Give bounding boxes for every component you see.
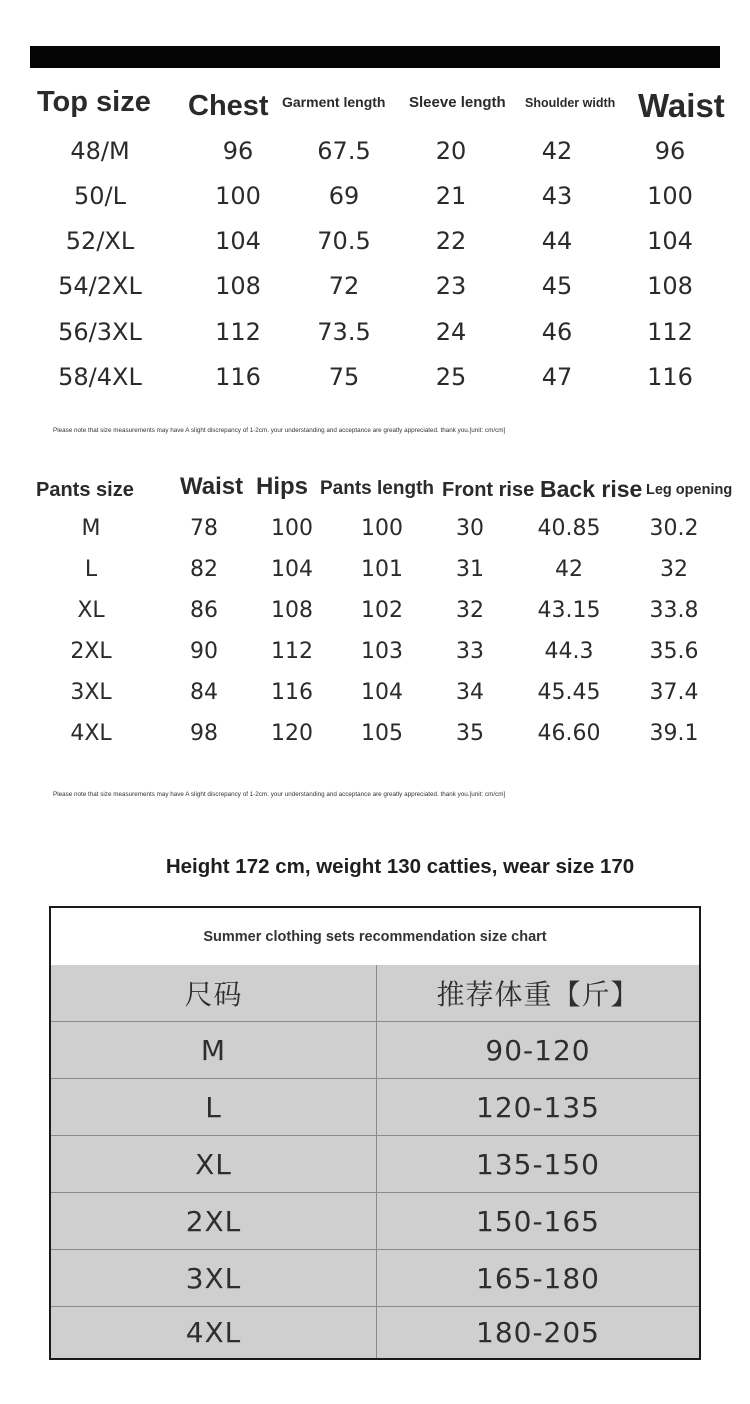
header-size: 尺码 bbox=[51, 965, 377, 1021]
cell-hips: 104 bbox=[271, 557, 313, 582]
cell-waist: 96 bbox=[654, 137, 686, 165]
cell-chest: 108 bbox=[215, 272, 261, 300]
cell-garment-length: 75 bbox=[328, 363, 360, 391]
cell-waist: 100 bbox=[647, 182, 693, 210]
cell-back-rise: 43.15 bbox=[537, 598, 601, 623]
recommendation-title: Summer clothing sets recommendation size chart bbox=[51, 908, 699, 966]
cell-hips: 116 bbox=[271, 680, 313, 705]
cell-size: 52/XL bbox=[65, 227, 135, 255]
table-row bbox=[51, 1193, 699, 1250]
cell-waist: 86 bbox=[190, 598, 218, 623]
cell-front-rise: 34 bbox=[456, 680, 484, 705]
cell-front-rise: 33 bbox=[456, 639, 484, 664]
cell-back-rise: 40.85 bbox=[537, 516, 601, 541]
cell-weight-range: 120-135 bbox=[476, 1090, 600, 1124]
cell-pants-length: 100 bbox=[361, 516, 403, 541]
cell-size: 4XL bbox=[51, 1307, 377, 1358]
cell-size: M bbox=[81, 516, 101, 541]
header-waist: Waist bbox=[638, 87, 725, 124]
cell-shoulder-width: 45 bbox=[541, 272, 573, 300]
cell-leg-opening: 33.8 bbox=[649, 598, 699, 623]
cell-shoulder-width: 43 bbox=[541, 182, 573, 210]
model-caption: Height 172 cm, weight 130 catties, wear size 170 bbox=[165, 855, 635, 878]
table-row bbox=[51, 1079, 699, 1136]
table-header-row bbox=[51, 965, 699, 1022]
cell-leg-opening: 32 bbox=[660, 557, 688, 582]
cell-weight-range: 135-150 bbox=[476, 1147, 600, 1181]
cell-size: 54/2XL bbox=[58, 272, 142, 300]
cell-chest: 104 bbox=[215, 227, 261, 255]
header-garment-length: Garment length bbox=[282, 94, 386, 110]
cell-size: 56/3XL bbox=[58, 318, 142, 346]
cell-size: 2XL bbox=[51, 1193, 377, 1249]
cell-front-rise: 31 bbox=[456, 557, 484, 582]
cell-pants-length: 102 bbox=[361, 598, 403, 623]
header-back-rise: Back rise bbox=[540, 476, 643, 502]
cell-garment-length: 67.5 bbox=[317, 137, 371, 165]
cell-size: XL bbox=[51, 1136, 377, 1192]
cell-back-rise: 42 bbox=[555, 557, 583, 582]
cell-garment-length: 72 bbox=[328, 272, 360, 300]
cell-pants-length: 105 bbox=[361, 721, 403, 746]
cell-size: 3XL bbox=[51, 1250, 377, 1306]
cell-waist: 90 bbox=[190, 639, 218, 664]
cell-leg-opening: 37.4 bbox=[649, 680, 699, 705]
header-leg-opening: Leg opening bbox=[646, 482, 733, 498]
top-table-note: Please note that size measurements may have A slight discrepancy of 1-2cm. your understanding and acceptance are greatly appreciated. thank you.[unit: cm/cm] bbox=[53, 427, 506, 434]
cell-waist: 112 bbox=[647, 318, 693, 346]
cell-weight-range: 165-180 bbox=[476, 1261, 600, 1295]
cell-garment-length: 73.5 bbox=[317, 318, 371, 346]
header-pants-length: Pants length bbox=[320, 478, 435, 499]
cell-front-rise: 30 bbox=[456, 516, 484, 541]
cell-weight-range: 90-120 bbox=[485, 1033, 591, 1067]
cell-shoulder-width: 46 bbox=[541, 318, 573, 346]
cell-pants-length: 104 bbox=[361, 680, 403, 705]
header-waist: Waist bbox=[180, 473, 244, 500]
cell-leg-opening: 39.1 bbox=[649, 721, 699, 746]
cell-chest: 100 bbox=[215, 182, 261, 210]
cell-chest: 96 bbox=[222, 137, 254, 165]
cell-back-rise: 45.45 bbox=[537, 680, 601, 705]
cell-size: XL bbox=[77, 598, 105, 623]
cell-front-rise: 32 bbox=[456, 598, 484, 623]
cell-size: 4XL bbox=[70, 721, 112, 746]
cell-hips: 120 bbox=[271, 721, 313, 746]
cell-hips: 100 bbox=[271, 516, 313, 541]
header-recommended-weight: 推荐体重【斤】 bbox=[436, 978, 640, 1011]
header-front-rise: Front rise bbox=[442, 479, 535, 501]
cell-waist: 84 bbox=[190, 680, 218, 705]
cell-waist: 78 bbox=[190, 516, 218, 541]
cell-size: 58/4XL bbox=[58, 363, 142, 391]
cell-shoulder-width: 47 bbox=[541, 363, 573, 391]
table-row bbox=[51, 1250, 699, 1307]
cell-size: 2XL bbox=[70, 639, 112, 664]
cell-garment-length: 70.5 bbox=[317, 227, 371, 255]
header-top-size: Top size bbox=[37, 86, 151, 118]
cell-size: 50/L bbox=[74, 182, 126, 210]
cell-front-rise: 35 bbox=[456, 721, 484, 746]
cell-sleeve-length: 22 bbox=[435, 227, 467, 255]
cell-sleeve-length: 25 bbox=[435, 363, 467, 391]
header-sleeve-length: Sleeve length bbox=[409, 94, 506, 111]
pants-table-note: Please note that size measurements may have A slight discrepancy of 1-2cm. your understanding and acceptance are greatly appreciated. thank you.[unit: cm/cm] bbox=[53, 791, 506, 798]
cell-garment-length: 69 bbox=[328, 182, 360, 210]
table-row bbox=[51, 1307, 699, 1358]
cell-sleeve-length: 21 bbox=[435, 182, 467, 210]
cell-sleeve-length: 23 bbox=[435, 272, 467, 300]
cell-leg-opening: 35.6 bbox=[649, 639, 699, 664]
cell-hips: 112 bbox=[271, 639, 313, 664]
cell-chest: 116 bbox=[215, 363, 261, 391]
cell-back-rise: 44.3 bbox=[544, 639, 594, 664]
header-chest: Chest bbox=[188, 90, 269, 122]
cell-sleeve-length: 24 bbox=[435, 318, 467, 346]
cell-shoulder-width: 42 bbox=[541, 137, 573, 165]
cell-size: L bbox=[84, 557, 98, 582]
header-hips: Hips bbox=[256, 473, 309, 500]
cell-chest: 112 bbox=[215, 318, 261, 346]
top-black-bar bbox=[30, 46, 720, 68]
recommendation-table bbox=[49, 906, 701, 1360]
table-row bbox=[51, 1136, 699, 1193]
cell-size: 3XL bbox=[70, 680, 112, 705]
table-row bbox=[51, 1022, 699, 1079]
cell-sleeve-length: 20 bbox=[435, 137, 467, 165]
cell-weight-range: 150-165 bbox=[476, 1204, 600, 1238]
cell-weight-range: 180-205 bbox=[476, 1316, 600, 1349]
cell-size: 48/M bbox=[70, 137, 130, 165]
cell-waist: 108 bbox=[647, 272, 693, 300]
cell-back-rise: 46.60 bbox=[537, 721, 601, 746]
cell-waist: 82 bbox=[190, 557, 218, 582]
cell-hips: 108 bbox=[271, 598, 313, 623]
cell-shoulder-width: 44 bbox=[541, 227, 573, 255]
cell-waist: 104 bbox=[647, 227, 693, 255]
header-shoulder-width: Shoulder width bbox=[525, 96, 616, 110]
cell-waist: 116 bbox=[647, 363, 693, 391]
cell-waist: 98 bbox=[190, 721, 218, 746]
header-pants-size: Pants size bbox=[36, 479, 134, 501]
cell-pants-length: 101 bbox=[361, 557, 403, 582]
cell-size: L bbox=[51, 1079, 377, 1135]
cell-leg-opening: 30.2 bbox=[649, 516, 699, 541]
cell-pants-length: 103 bbox=[361, 639, 403, 664]
cell-size: M bbox=[51, 1022, 377, 1078]
